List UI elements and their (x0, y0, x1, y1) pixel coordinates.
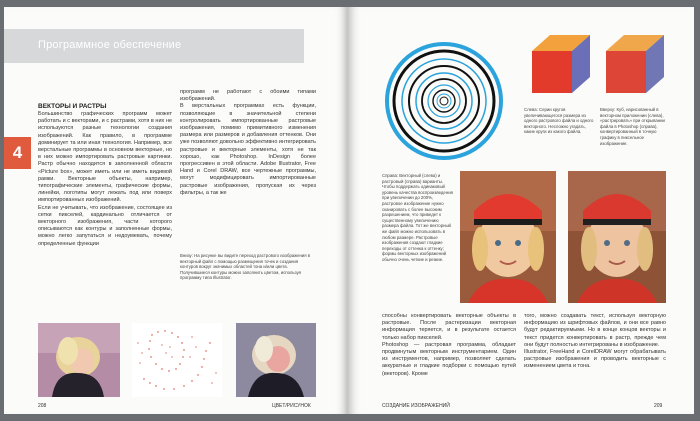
left-running-footer: ЦВЕТ/РИСУНОК (272, 403, 311, 409)
left-column-2-text: программ не работают с обоими типами изображений. В верстальных программах есть функции, позволяющие в значительной степени контролировать импортированные растровые изображения, помимо примитивного изменения размера или размеров и добавления оттенков. Они уже позволяют довольно эффективно интегрировать растровые и векторные элементы, хотя не так хорошо, как Photoshop. InDesign более прогрессивен в этой области. Adobe Illustrator, Free Hand и Corel DRAW, все чертежные программы, могут модифицировать импортированные растровые изображения, пропуская их через фильтры, а так же (180, 89, 316, 196)
circles-caption: Слева: Серии кругов увеличивающегося размера из одного растрового файла и одного векторного. Несложно угадать, какие круги из какого файла. (524, 107, 594, 135)
portrait-caption: Справа: Векторный (слева) и растровый (справа) варианты. Чтобы поддержать одинаковый уровень качества воспроизведения при увеличении до 200%, растровое изображение нужно сканировать с более высоким разрешением, что приведет к существенному увеличению размера файла. Тот же векторный же файл можно использовать в любом размере. Растровые изображения создают гладкие переходы от оттенка к оттенку; формы векторных изображений обычно очень четкие и резкие. (382, 173, 453, 262)
girl-photo-original (38, 323, 120, 397)
vector-portrait (460, 171, 556, 303)
raster-portrait (568, 171, 666, 303)
right-page (348, 7, 694, 414)
right-running-footer: СОЗДАНИЕ ИЗОБРАЖЕНИЙ (382, 403, 450, 409)
rasterized-cube (598, 29, 670, 99)
right-column-2-text: того, можно создавать текст, используя векторную информацию из шрифтовых файлов, и они все равно будут редактируемыми. Но в конце концов векторы и текст придется конвертировать в растр, прежде чем они будут полностью интегрированы в изображение. Illustrator, FreeHand и CorelDRAW могут обрабатывать растровые изображения и проводить векторные с изменением цвета и тона. (524, 313, 666, 370)
concentric-circles-figure (382, 41, 506, 161)
left-caption: Внизу: На рисунке вы видите переход растрового изображения в векторный файл с помощью размещения точек и создания контуров вокруг значимых областей тона и/или цвета. Получившиеся контуры можно заполнить цветом, используя программу типа Illustrator. (180, 253, 311, 281)
chapter-number-tab: 4 (4, 137, 31, 169)
girl-photo-trace-points (132, 323, 222, 397)
vector-cube (524, 29, 596, 99)
section-title: Программное обеспечение (38, 39, 182, 51)
left-page (4, 7, 348, 414)
right-page-number: 209 (654, 403, 663, 409)
right-column-1-text: способны конвертировать векторные объекты в растровые. После растеризации векторная информация теряется, и в результате остается только набор пикселей. Photoshop — растровая программа, обладает продвинутым векторным инструментарием. Один из инструментов, например, позволяет сделать аккуратные и гладкие подборки с помощью путей (векторов). Кроме (382, 313, 516, 377)
girl-photo-vector (236, 323, 316, 397)
article-heading: ВЕКТОРЫ И РАСТРЫ (38, 103, 107, 110)
left-page-number: 208 (38, 403, 47, 409)
left-column-1-text: Большинство графических программ может работать и с векторами, и с растрами, хотя в них не используются разные технологии создания изображений. Как правило, в программе доминирует та или иная технология. Например, все верстальные программы в основном векторные, но в них можно импортировать растровые картинки. Растр обычно находится в заполненной области «Picture box», может иметь или не иметь видимой рамки. Векторные объекты, например, типографические элементы, графические формы, линейки, логотипы могут лежать под или поверх импортированных изображений. Если не учитывать, что изображение, состоящее из сетки пикселей, кардинально отличается от векторного изображения, части которого описываются как контуры и заполненные формы, можно легко запутаться и недоумевать, почему определенные функции (38, 111, 172, 247)
cubes-caption: Вверху: Куб, нарисованный в векторном приложении (слева), «растрировать» при открывании файла в Photoshop (справа), конвертированный в точную графику в пиксельное изображение. (600, 107, 665, 146)
